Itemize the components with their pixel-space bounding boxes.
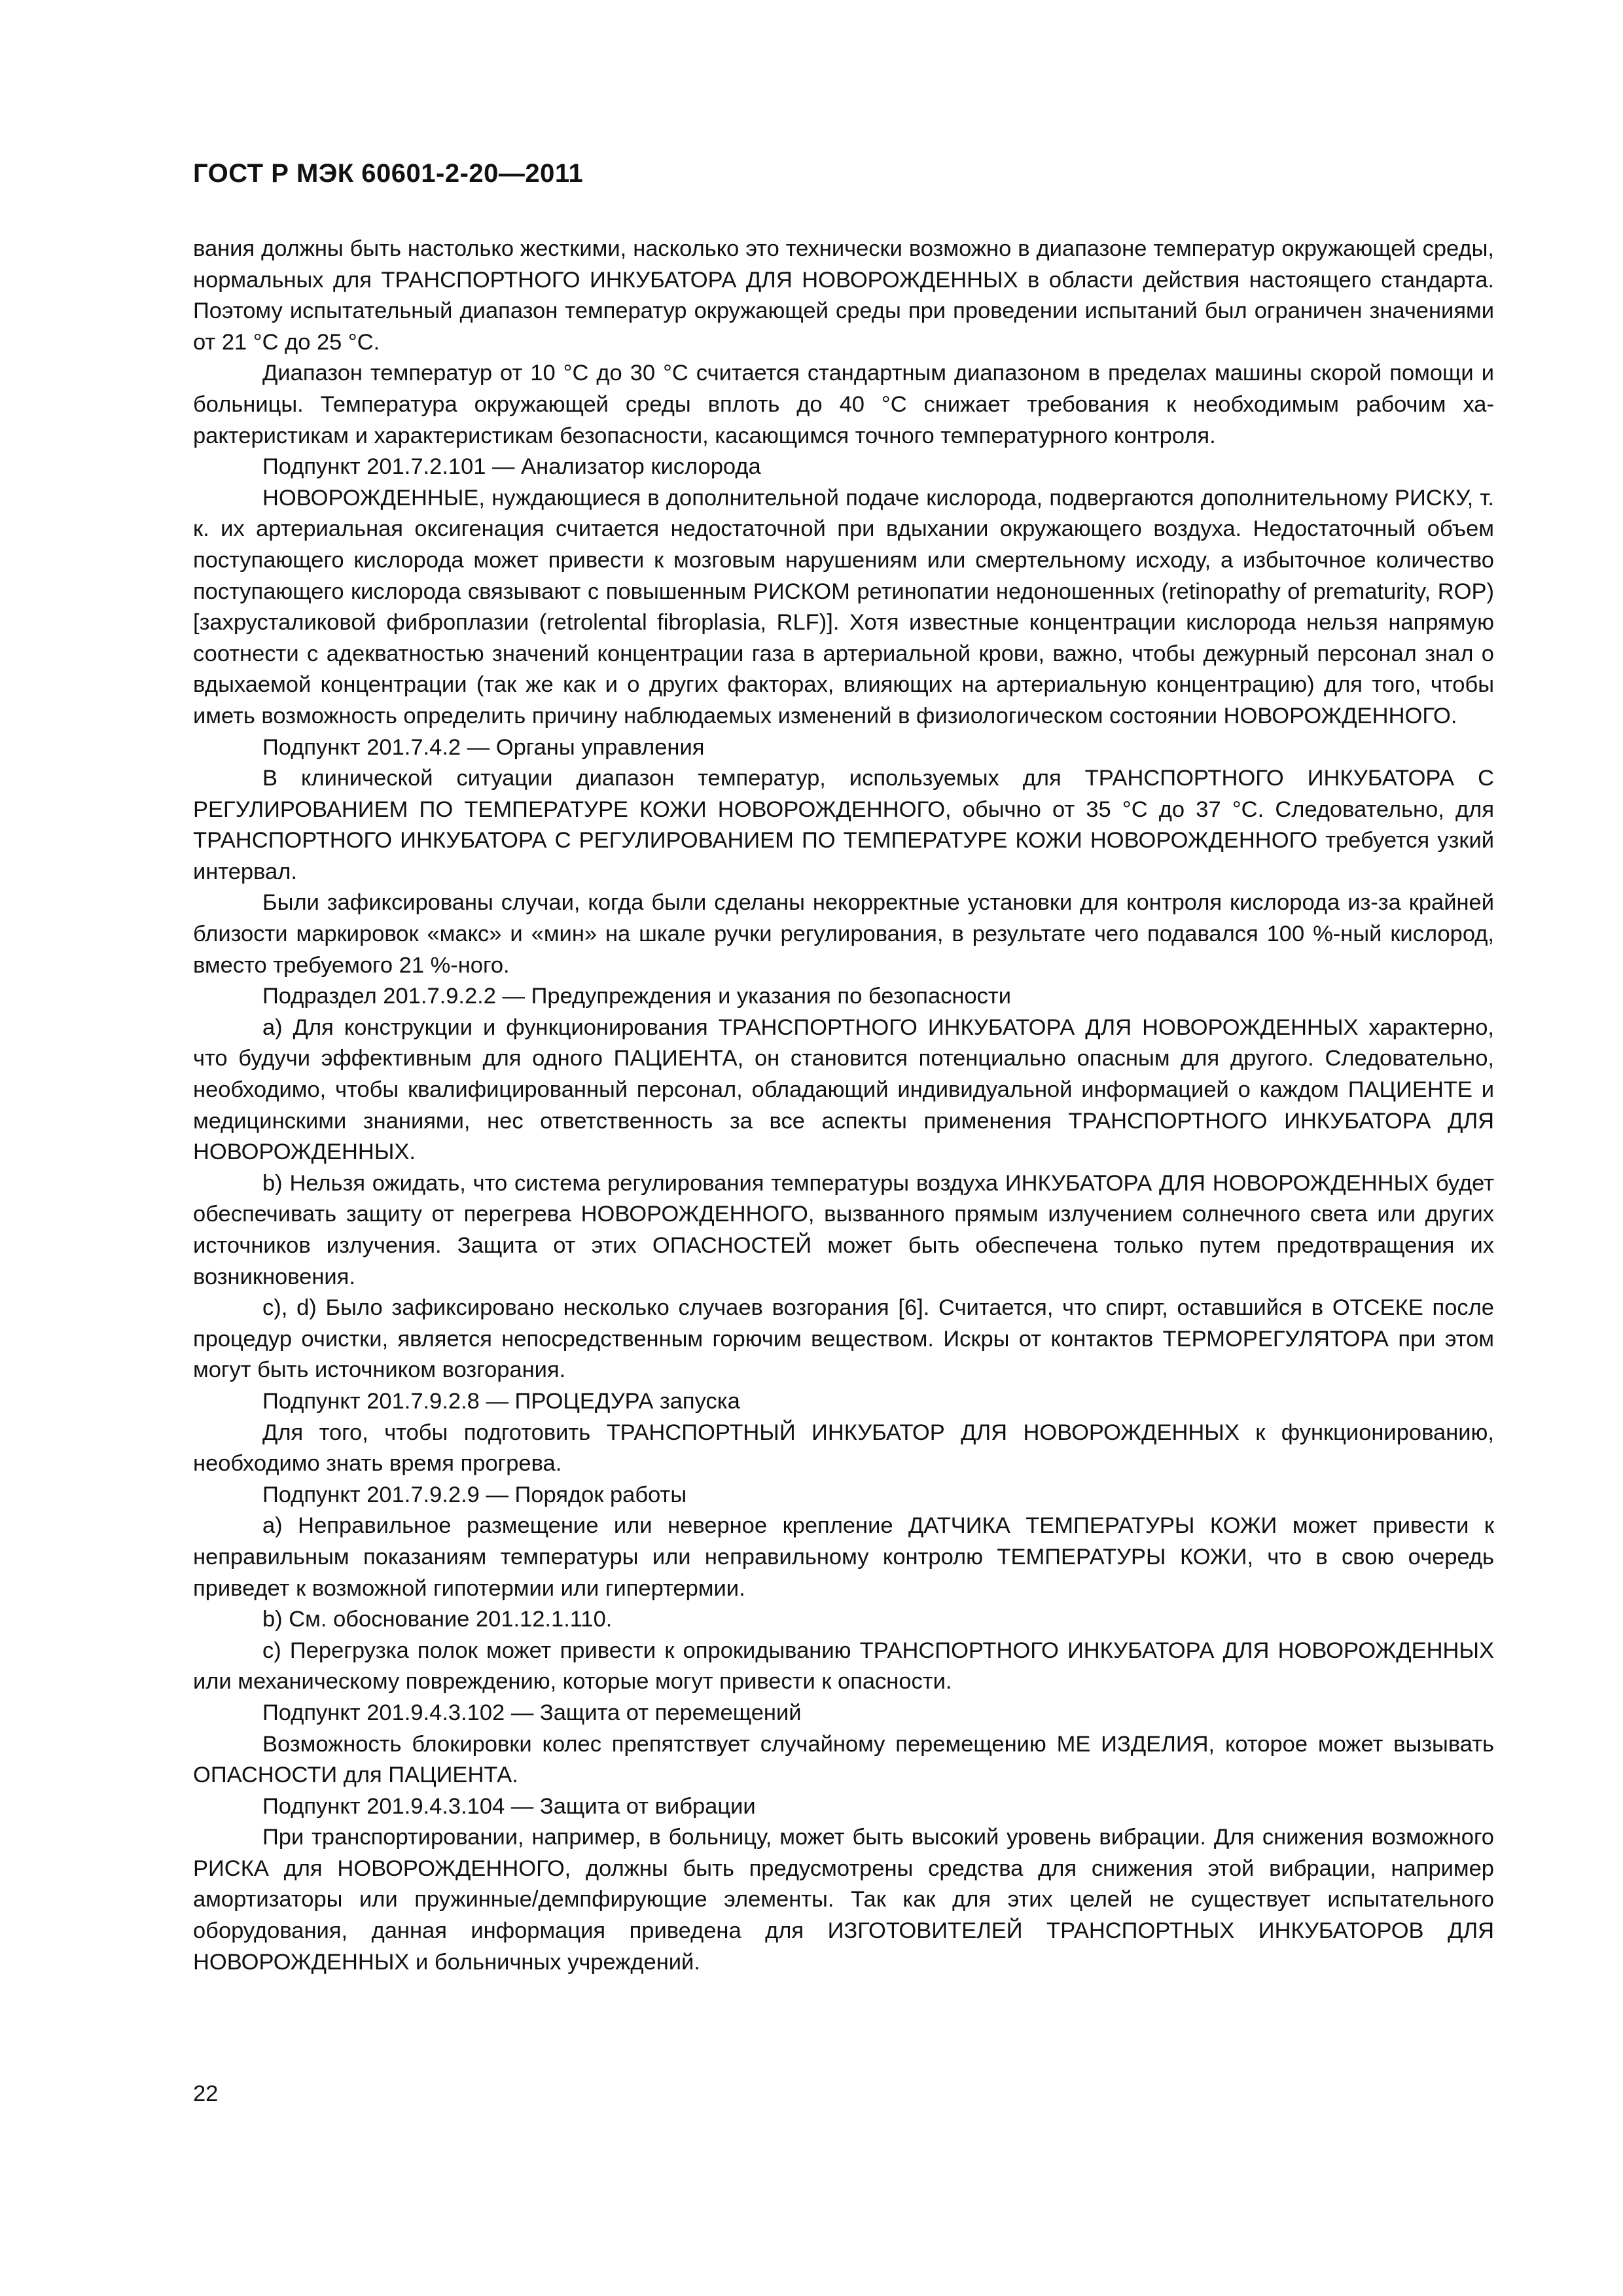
subclause-heading: Подпункт 201.7.2.101 — Анализатор кислорода <box>262 454 761 480</box>
paragraph: НОВОРОЖДЕННЫЕ, нуждающиеся в дополнительной подаче кислорода, подвергаются дополнительному РИСКУ, т. к. их артериальная оксигенация считается недостаточной при вдыхании окружающего воздуха. Недостаточный объем поступающего кислорода может привести к мозговым нарушениям или смертельному исходу, а избыточное количество поступающего кислорода связывают с повышенным РИСКОМ ретинопатии недоношенных (retinopathy of prematurity, ROP) [захрусталиковой фиброплазии (retrolental fibroplasia, RLF)]. Хотя известные концентрации кислорода нельзя напрямую соотнести с адекватностью значений концентрации газа в артериальной крови, важно, чтобы дежурный персонал знал о вдыхаемой концентрации (так же как и о других факторах, влияющих на артериальную концентрацию) для того, чтобы иметь возможность определить причину наблюдаемых изменений в физиологическом состоянии НОВОРОЖДЕННОГО. <box>193 485 1494 728</box>
subclause-heading: Подпункт 201.7.9.2.8 — ПРОЦЕДУРА запуска <box>262 1388 740 1414</box>
subclause-heading: Подпункт 201.7.9.2.9 — Порядок работы <box>262 1482 687 1507</box>
paragraph: В клинической ситуации диапазон температур, используемых для ТРАНСПОРТНОГО ИНКУБАТОРА С РЕГУЛИРОВАНИЕМ ПО ТЕМПЕРАТУРЕ КОЖИ НОВОРОЖДЕННОГО, обычно от 35 °С до 37 °С. Следовательно, для ТРАНСПОРТНОГО ИНКУБАТОРА С РЕГУЛИРОВАНИЕМ ПО ТЕМПЕРАТУРЕ КОЖИ НОВОРОЖДЕННОГО требуется узкий интервал. <box>193 766 1494 884</box>
document-body <box>193 234 1494 1978</box>
list-item-paragraph: b) Нельзя ожидать, что система регулирования температуры воздуха ИНКУБАТОРА ДЛЯ НОВОРОЖДЕННЫХ будет обеспечивать защиту от перегрева НОВОРОЖДЕННОГО, вызванного прямым излучением солнечного света или других источников излучения. Защита от этих ОПАСНОСТЕЙ может быть обеспечена только путем предотвращения их возникновения. <box>193 1170 1494 1289</box>
subclause-heading: Подпункт 201.9.4.3.104 — Защита от вибрации <box>262 1793 756 1819</box>
document-page <box>193 0 1494 2296</box>
page-number: 22 <box>193 2081 219 2106</box>
paragraph: Диапазон температур от 10 °С до 30 °С считается стандартным диапазоном в пределах машины скорой помощи и больницы. Температура окружающей среды вплоть до 40 °С снижает требования к необходимым рабочим характеристикам и характеристикам безопасности, касающимся точного температурного контроля. <box>193 361 1494 448</box>
list-item-paragraph: а) Неправильное размещение или неверное крепление ДАТЧИКА ТЕМПЕРАТУРЫ КОЖИ может привести к неправильным показаниям температуры или неправильному контролю ТЕМПЕРАТУРЫ КОЖИ, что в свою очередь приведет к возможной гипотермии или гипертермии. <box>193 1513 1494 1601</box>
list-item-paragraph: а) Для конструкции и функционирования ТРАНСПОРТНОГО ИНКУБАТОРА ДЛЯ НОВОРОЖДЕННЫХ характерно, что будучи эффективным для одного ПАЦИЕНТА, он становится потенциально опасным для другого. Следовательно, необходимо, чтобы квалифицированный персонал, обладающий индивидуальной информацией о каждом ПАЦИЕНТЕ и медицинскими знаниями, нес ответственность за все аспекты применения ТРАНСПОРТНОГО ИНКУБАТОРА ДЛЯ НОВОРОЖДЕННЫХ. <box>193 1014 1494 1165</box>
subclause-heading: Подраздел 201.7.9.2.2 — Предупреждения и указания по безопасности <box>262 984 1011 1009</box>
subclause-heading: Подпункт 201.9.4.3.102 — Защита от перемещений <box>262 1700 802 1725</box>
list-item-paragraph: c) Перегрузка полок может привести к опрокидыванию ТРАНСПОРТНОГО ИНКУБАТОРА ДЛЯ НОВОРОЖДЕННЫХ или механическому повреждению, которые могут привести к опасности. <box>193 1638 1494 1695</box>
paragraph: Возможность блокировки колес препятствует случайному перемещению МЕ ИЗДЕЛИЯ, которое может вызывать ОПАСНОСТИ для ПАЦИЕНТА. <box>193 1731 1494 1788</box>
list-item-paragraph: b) См. обоснование 201.12.1.110. <box>262 1607 613 1632</box>
paragraph: При транспортировании, например, в больницу, может быть высокий уровень вибрации. Для снижения возможного РИСКА для НОВОРОЖДЕННОГО, должны быть предусмотрены средства для снижения этой вибрации, например амортизаторы или пружинные/демпфирующие элементы. Так как для этих целей не существует испытательного оборудования, данная информация приведена для ИЗГОТОВИТЕЛЕЙ ТРАНСПОРТНЫХ ИНКУБАТОРОВ ДЛЯ НОВОРОЖДЕННЫХ и больничных учреждений. <box>193 1825 1494 1975</box>
paragraph: вания должны быть настолько жесткими, насколько это технически возможно в диапазоне температур окружающей среды, нормальных для ТРАНСПОРТНОГО ИНКУБАТОРА ДЛЯ НОВОРОЖДЕННЫХ в области действия настоящего стандарта. Поэтому испытательный диапазон температур окружающей среды при проведении испытаний был ограничен значениями от 21 °С до 25 °С. <box>193 236 1494 355</box>
document-header: ГОСТ Р МЭК 60601-2-20—2011 <box>193 159 584 188</box>
paragraph: Были зафиксированы случаи, когда были сделаны некорректные установки для контроля кислорода из-за крайней близости маркировок «макс» и «мин» на шкале ручки регулирования, в результате чего подавался 100 %-ный кислород, вместо требуемого 21 %-ного. <box>193 890 1494 978</box>
subclause-heading: Подпункт 201.7.4.2 — Органы управления <box>262 734 705 760</box>
list-item-paragraph: c), d) Было зафиксировано несколько случаев возгорания [6]. Считается, что спирт, оставшийся в ОТСЕКЕ после процедур очистки, является непосредственным горючим веществом. Искры от контактов ТЕРМОРЕГУЛЯТОРА при этом могут быть источником возгорания. <box>193 1295 1494 1383</box>
paragraph: Для того, чтобы подготовить ТРАНСПОРТНЫЙ ИНКУБАТОР ДЛЯ НОВОРОЖДЕННЫХ к функционированию, необходимо знать время прогрева. <box>193 1420 1494 1477</box>
